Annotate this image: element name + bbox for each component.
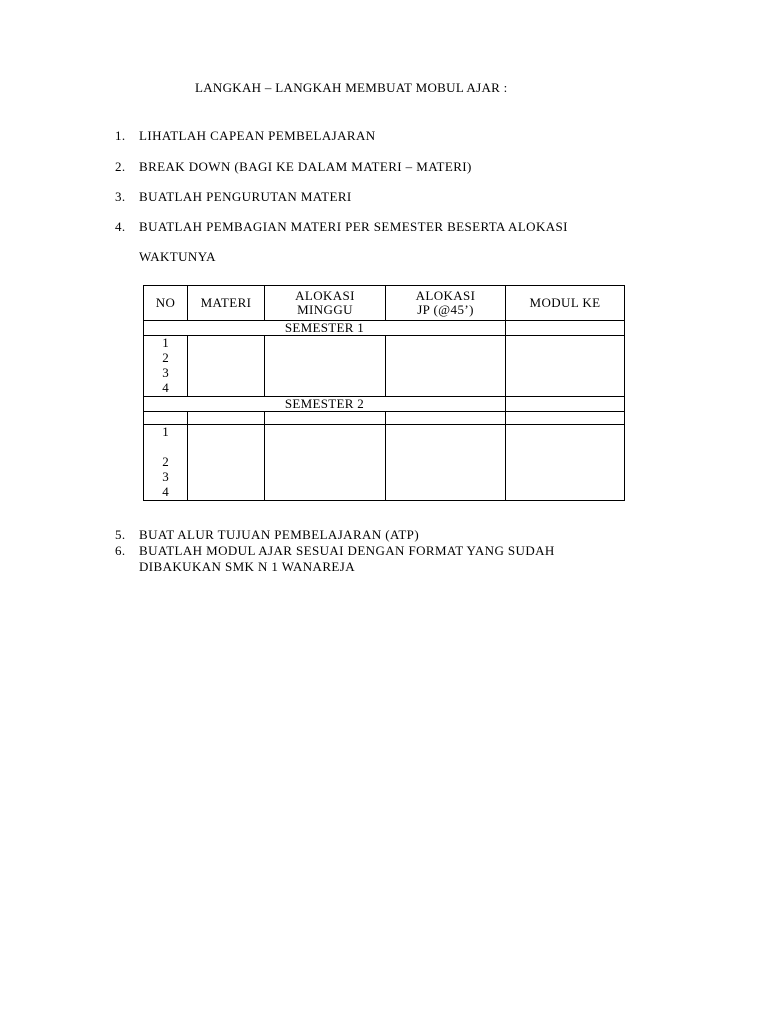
document-title: LANGKAH – LANGKAH MEMBUAT MOBUL AJAR :: [195, 80, 508, 95]
header-line: ALOKASI: [295, 288, 355, 303]
semester-2-modul-cell: [506, 397, 625, 412]
step-number: 2.: [115, 159, 126, 174]
row-number: 3: [162, 469, 169, 484]
step-number: 4.: [115, 219, 126, 234]
empty-cell: [188, 412, 265, 425]
header-modul-ke: MODUL KE: [506, 286, 625, 321]
row-number: 4: [162, 380, 169, 395]
empty-cell: [386, 412, 506, 425]
header-alokasi-minggu: [265, 286, 386, 321]
header-line: ALOKASI: [415, 288, 476, 303]
empty-cell: [506, 425, 625, 501]
row-number: 1: [162, 424, 169, 439]
header-line: JP (@45’): [417, 302, 474, 317]
step-text: BUATLAH PEMBAGIAN MATERI PER SEMESTER BESERTA ALOKASI: [139, 219, 568, 234]
step-3: [115, 189, 352, 205]
semester-1-label: SEMESTER 1: [144, 321, 506, 336]
step-6-continuation: DIBAKUKAN SMK N 1 WANAREJA: [139, 559, 356, 574]
step-text: LIHATLAH CAPEAN PEMBELAJARAN: [139, 128, 376, 143]
step-text: BUATLAH MODUL AJAR SESUAI DENGAN FORMAT YANG SUDAH: [139, 543, 555, 558]
step-number: 3.: [115, 189, 126, 204]
empty-cell: [188, 425, 265, 501]
row-number: 2: [162, 454, 169, 469]
semester-2-body-row: [144, 425, 625, 501]
header-line: MINGGU: [297, 302, 353, 317]
empty-cell: [144, 412, 188, 425]
empty-cell: [506, 412, 625, 425]
row-number: 2: [162, 350, 169, 365]
row-number: 3: [162, 365, 169, 380]
step-number: 5.: [115, 527, 126, 542]
step-5: [115, 527, 419, 543]
empty-cell: [386, 336, 506, 397]
step-number: 1.: [115, 128, 126, 143]
semester-2-label: SEMESTER 2: [144, 397, 506, 412]
step-1: [115, 128, 376, 144]
step-number: 6.: [115, 543, 126, 558]
semester-1-numbers: [144, 336, 188, 397]
empty-cell: [188, 336, 265, 397]
empty-cell: [265, 425, 386, 501]
empty-cell: [265, 336, 386, 397]
empty-cell: [265, 412, 386, 425]
step-text: BREAK DOWN (BAGI KE DALAM MATERI – MATERI): [139, 159, 472, 174]
step-text: BUAT ALUR TUJUAN PEMBELAJARAN (ATP): [139, 527, 420, 542]
semester-2-numbers: [144, 425, 188, 501]
semester-2-spacer-row: [144, 412, 625, 425]
header-alokasi-jp: [386, 286, 506, 321]
step-4-continuation: WAKTUNYA: [139, 249, 216, 264]
row-number: 1: [162, 335, 169, 350]
step-4: [115, 219, 568, 235]
semester-2-row: [144, 397, 625, 412]
table-header-row: [144, 286, 625, 321]
semester-1-body-row: [144, 336, 625, 397]
header-materi: MATERI: [188, 286, 265, 321]
row-number: [144, 440, 187, 455]
empty-cell: [506, 336, 625, 397]
semester-1-row: [144, 321, 625, 336]
step-6: [115, 543, 555, 559]
header-no: NO: [144, 286, 188, 321]
step-2: [115, 159, 472, 175]
step-text: BUATLAH PENGURUTAN MATERI: [139, 189, 352, 204]
semester-allocation-table: [143, 285, 625, 501]
semester-1-modul-cell: [506, 321, 625, 336]
row-number: 4: [162, 484, 169, 499]
empty-cell: [386, 425, 506, 501]
